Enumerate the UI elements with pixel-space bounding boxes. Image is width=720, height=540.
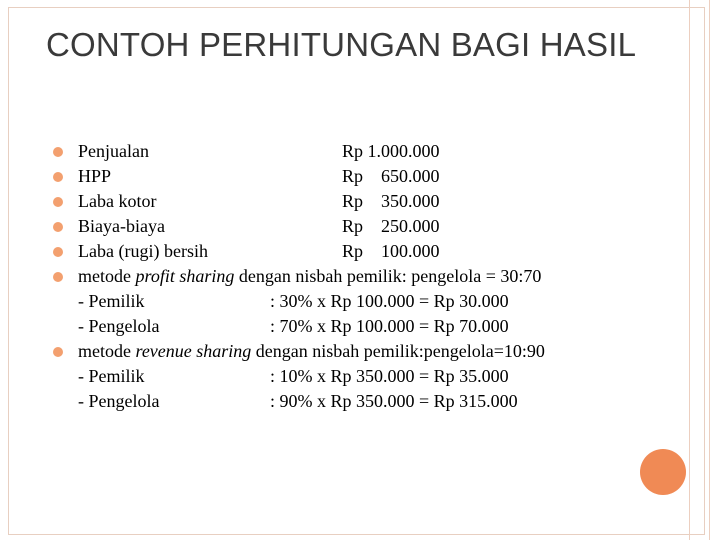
item-label: Penjualan <box>78 141 149 161</box>
slide-title: CONTOH PERHITUNGAN BAGI HASIL <box>46 26 637 63</box>
revenue-sharing-text <box>78 339 545 364</box>
sub-value: : 90% x Rp 350.000 = Rp 315.000 <box>270 391 518 411</box>
method-suffix: dengan nisbah pemilik: pengelola = 30:70 <box>234 266 542 286</box>
bullet-icon <box>53 147 63 157</box>
item-label: Biaya-biaya <box>78 216 165 236</box>
item-label: Laba (rugi) bersih <box>78 241 208 261</box>
method-suffix: dengan nisbah pemilik:pengelola=10:90 <box>251 341 545 361</box>
method-prefix: metode <box>78 341 136 361</box>
item-amount: Rp 250.000 <box>342 216 440 236</box>
item-amount: Rp 350.000 <box>342 191 440 211</box>
decor-line-right <box>709 0 710 540</box>
bullet-icon <box>53 247 63 257</box>
bullet-icon <box>53 272 63 282</box>
sub-value: : 30% x Rp 100.000 = Rp 30.000 <box>270 291 509 311</box>
method-prefix: metode <box>78 266 136 286</box>
item-label: HPP <box>78 166 112 186</box>
sub-label: - Pemilik <box>78 291 145 311</box>
sub-label: - Pemilik <box>78 366 145 386</box>
decor-circle-icon <box>640 449 686 495</box>
bullet-icon <box>53 172 63 182</box>
method-term: profit sharing <box>135 266 235 286</box>
bullet-icon <box>53 197 63 207</box>
item-amount: Rp 100.000 <box>342 241 440 261</box>
bullet-icon <box>53 222 63 232</box>
decor-line-left <box>689 0 690 540</box>
item-amount: Rp 1.000.000 <box>342 141 440 161</box>
item-amount: Rp 650.000 <box>342 166 440 186</box>
profit-sharing-text <box>78 264 541 289</box>
sub-label: - Pengelola <box>78 391 160 411</box>
sub-value: : 10% x Rp 350.000 = Rp 35.000 <box>270 366 509 386</box>
bullet-icon <box>53 347 63 357</box>
sub-value: : 70% x Rp 100.000 = Rp 70.000 <box>270 316 509 336</box>
method-term: revenue sharing <box>135 341 252 361</box>
item-label: Laba kotor <box>78 191 157 211</box>
sub-label: - Pengelola <box>78 316 160 336</box>
